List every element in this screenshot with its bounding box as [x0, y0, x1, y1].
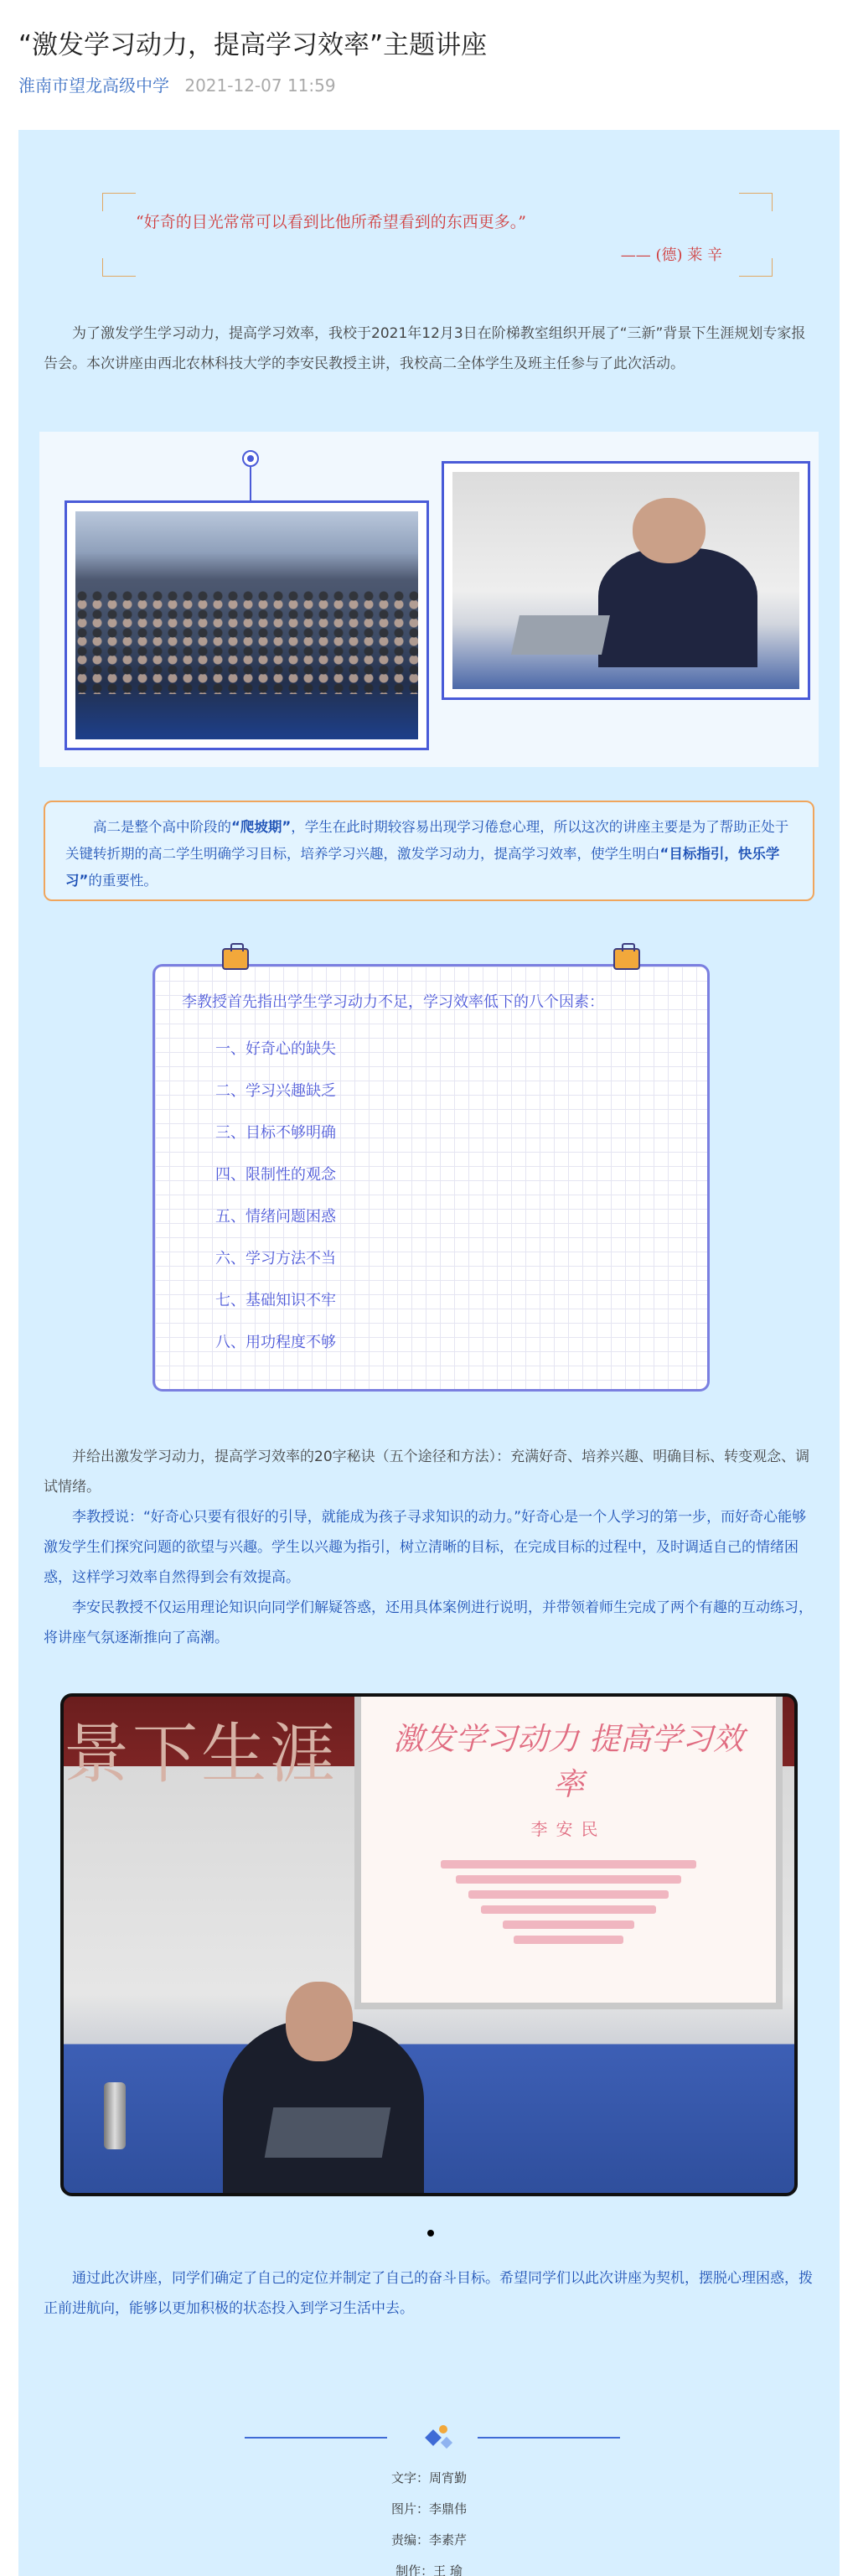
credit-photographer: 图片：李鼎伟: [390, 2501, 467, 2516]
credit-editor: 责编：李素芹: [390, 2532, 467, 2547]
carousel-dot[interactable]: [427, 2230, 434, 2237]
audience-photo: [75, 511, 418, 739]
clip-icon: [613, 948, 640, 970]
factors-intro: 李教授首先指出学生学习动力不足，学习效率低下的八个因素：: [182, 993, 604, 1011]
corner-decoration: [739, 258, 773, 277]
note-highlight: “目标指引，快乐学习”: [65, 846, 780, 889]
article-title: “激发学习动力，提高学习效率”主题讲座: [18, 30, 488, 60]
speaker-photo: [452, 472, 799, 689]
clip-icon: [222, 948, 249, 970]
factor-item: 二、学习兴趣缺乏: [215, 1082, 336, 1100]
curiosity-paragraph: 李教授说：“好奇心只要有很好的引导，就能成为孩子寻求知识的动力。”好奇心是一个人学习的第一步，而好奇心能够激发学生们探究问题的欲望与兴趣。学生以兴趣为指引，树立清晰的目标，在完成目标的过程中，及时调适自己的情绪困惑，这样学习效率自然得到会有效提高。: [44, 1509, 807, 1586]
divider-line: [245, 2437, 387, 2439]
lecture-photo[interactable]: [60, 1693, 798, 2196]
interaction-paragraph: 李安民教授不仅运用理论知识向同学们解疑答惑，还用具体案例进行说明，并带领着师生完成了两个有趣的互动练习，将讲座气氛逐渐推向了高潮。: [44, 1599, 813, 1646]
projection-screen: [361, 1697, 776, 2003]
banner-text: 景下生涯: [64, 1717, 339, 1792]
audience-photo-frame[interactable]: [65, 500, 429, 750]
corner-decoration: [739, 193, 773, 211]
note-box: [44, 801, 814, 901]
account-link[interactable]: 淮南市望龙高级中学: [18, 75, 169, 96]
factor-item: 三、目标不够明确: [215, 1124, 336, 1142]
logo-icon: [427, 2425, 457, 2450]
factor-item: 六、学习方法不当: [215, 1250, 336, 1267]
credit-writer: 文字：周宵勤: [390, 2470, 467, 2485]
presenter-head: [286, 1982, 353, 2061]
intro-paragraph: 为了激发学生学习动力，提高学习效率，我校于2021年12月3日在阶梯教室组织开展了“三新”背景下生涯规划专家报告会。本次讲座由西北农林科技大学的李安民教授主讲，我校高二全体学生及班主任参与了此次活动。: [44, 325, 806, 372]
corner-decoration: [102, 193, 136, 211]
quote-box: [102, 193, 773, 277]
note-text: 的重要性。: [88, 873, 158, 889]
secret-paragraph: 并给出激发学习动力，提高学习效率的20字秘诀（五个途径和方法）：充满好奇、培养兴趣、明确目标、转变观念、调试情绪。: [44, 1449, 810, 1495]
factor-item: 四、限制性的观念: [215, 1166, 336, 1184]
closing-paragraph: 通过此次讲座，同学们确定了自己的定位并制定了自己的奋斗目标。希望同学们以此次讲座为契机，摆脱心理困惑，拨正前进航向，能够以更加积极的状态投入到学习生活中去。: [44, 2270, 813, 2317]
credit-producer: 制作：王 瑜: [395, 2563, 463, 2576]
laptop-icon: [265, 2107, 391, 2158]
note-highlight: “爬坡期”: [231, 819, 292, 835]
factor-item: 五、情绪问题困惑: [215, 1208, 336, 1226]
quote-author: —— (德) 莱 辛: [620, 246, 722, 264]
screen-text-lines: [386, 1860, 751, 1944]
pin-icon: [242, 450, 259, 467]
quote-text: “好奇的目光常常可以看到比他所希望看到的东西更多。”: [136, 213, 526, 231]
speaker-photo-frame[interactable]: [442, 461, 810, 700]
divider-line: [478, 2437, 620, 2439]
factors-card: [152, 964, 710, 1392]
article-meta: [18, 72, 336, 96]
note-text: 高二是整个高中阶段的: [93, 819, 231, 835]
photo-panel: [39, 432, 819, 767]
thermos-icon: [104, 2082, 126, 2149]
pin-line: [250, 467, 251, 500]
speaker-figure: [598, 548, 757, 667]
article-body: [18, 130, 840, 2576]
screen-title: 激发学习动力 提高学习效率: [393, 1721, 744, 1802]
factor-item: 一、好奇心的缺失: [215, 1040, 336, 1058]
screen-speaker-name: 李安民: [530, 1819, 607, 1839]
factor-item: 七、基础知识不牢: [215, 1292, 336, 1309]
speaker-head: [633, 498, 706, 563]
factor-item: 八、用功程度不够: [215, 1334, 336, 1351]
corner-decoration: [102, 258, 136, 277]
publish-date: 2021-12-07 11:59: [184, 75, 336, 96]
note-text: ，学生在此时期较容易出现学习倦怠心理，所以这次的讲座主要是为了帮助正处于关键转折期的高二学生明确学习目标，培养学习兴趣，激发学习动力，提高学习效率，使学生明白: [65, 819, 789, 862]
laptop-icon: [511, 615, 610, 655]
